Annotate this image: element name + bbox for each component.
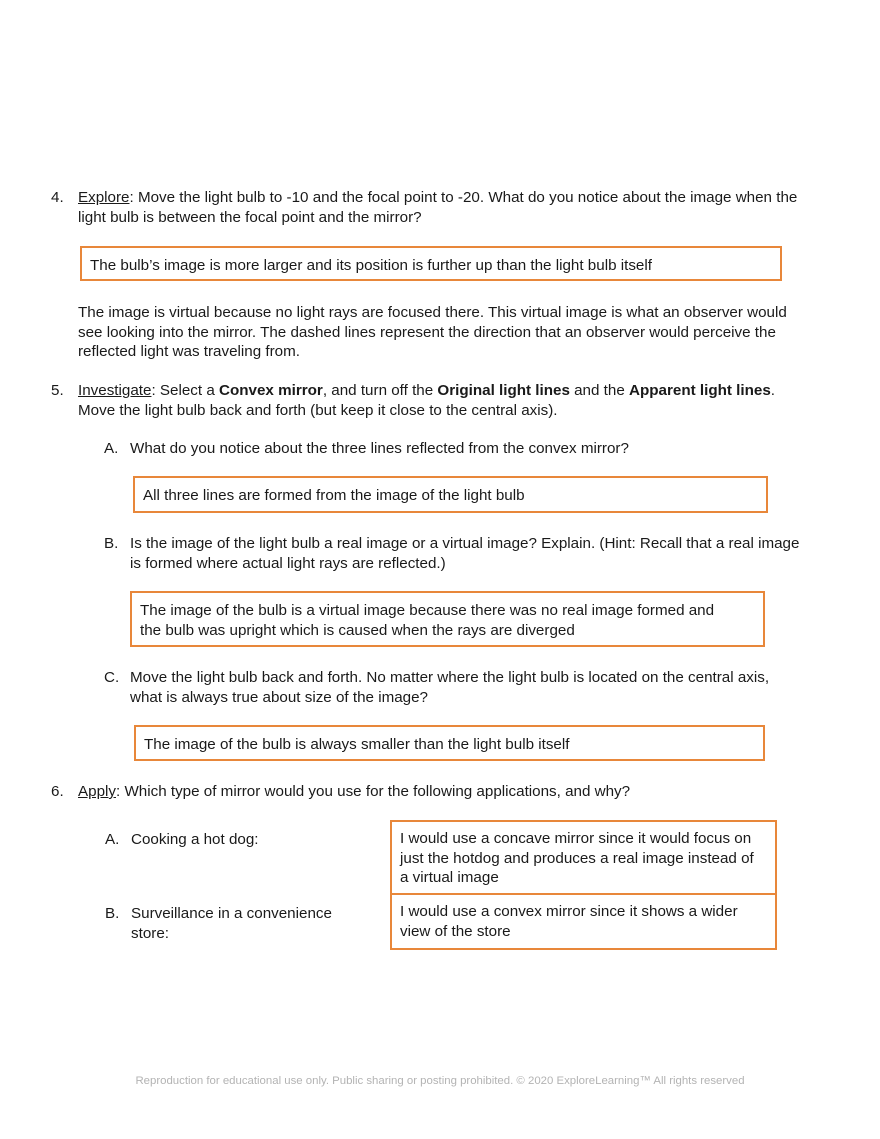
answer-text: the bulb was upright which is caused when the rays are diverged xyxy=(140,621,575,639)
question-text: : Move the light bulb to -10 and the focal point to -20. What do you notice about the image when the xyxy=(129,189,798,206)
answer-text: The bulb’s image is more larger and its position is further up than the light bulb itself xyxy=(90,257,652,274)
answer-box-q5c[interactable] xyxy=(134,725,765,761)
footer-copyright: Reproduction for educational use only. Public sharing or posting prohibited. © 2020 ExploreLearning™ All rights reserved xyxy=(135,1075,745,1087)
question-4-line-2: light bulb is between the focal point and the mirror? xyxy=(78,209,422,226)
label-text: Surveillance in a convenience xyxy=(131,905,332,922)
question-4-line-1 xyxy=(78,188,797,208)
explanation-line: The image is virtual because no light rays are focused there. This virtual image is what an observer would xyxy=(78,304,787,321)
question-5-line-1 xyxy=(78,381,775,401)
answer-text: All three lines are formed from the image of the light bulb xyxy=(143,487,525,504)
subquestion-letter: A. xyxy=(105,831,120,848)
question-label-apply: Apply xyxy=(78,783,116,800)
question-label-explore: Explore xyxy=(78,189,130,206)
bold-term: Convex mirror xyxy=(219,382,323,399)
question-text: : Which type of mirror would you use for the following applications, and why? xyxy=(116,783,631,800)
label-text: store: xyxy=(131,924,169,942)
subquestion-letter: B. xyxy=(105,905,120,922)
explanation-line: reflected light was traveling from. xyxy=(78,343,300,361)
question-text: what is always true about size of the image? xyxy=(130,688,429,706)
answer-box-q4[interactable] xyxy=(80,246,782,281)
question-text: and the xyxy=(569,382,630,399)
question-text: : Select a xyxy=(151,382,220,399)
subquestion-letter: B. xyxy=(104,535,119,552)
question-number: 6. xyxy=(51,783,64,800)
subquestion-letter: C. xyxy=(104,669,120,686)
bold-term: Apparent light lines xyxy=(629,382,771,399)
question-label-investigate: Investigate xyxy=(78,382,152,399)
subquestion-b-text xyxy=(130,534,799,573)
question-text: is formed where actual light rays are reflected.) xyxy=(130,554,446,572)
answer-text: I would use a convex mirror since it shows a wider xyxy=(400,903,738,920)
explanation-line: see looking into the mirror. The dashed lines represent the direction that an observer would perceive the xyxy=(78,323,776,341)
question-text: Move the light bulb back and forth. No matter where the light bulb is located on the central axis, xyxy=(130,669,770,686)
question-number: 5. xyxy=(51,382,64,399)
answer-box-q6b[interactable] xyxy=(390,893,777,950)
question-number: 4. xyxy=(51,189,64,206)
application-label-surveillance xyxy=(131,904,332,943)
answer-box-q5b[interactable] xyxy=(130,591,765,647)
subquestion-c-text xyxy=(130,668,769,707)
answer-text: The image of the bulb is always smaller than the light bulb itself xyxy=(144,736,570,753)
answer-text: a virtual image xyxy=(400,869,499,887)
question-text: . xyxy=(770,382,776,399)
question-text: , and turn off the xyxy=(322,382,438,399)
answer-text: I would use a concave mirror since it would focus on xyxy=(400,830,752,847)
answer-text: The image of the bulb is a virtual image because there was no real image formed and xyxy=(140,602,715,619)
explanation-paragraph xyxy=(78,303,787,362)
bold-term: Original light lines xyxy=(437,382,570,399)
answer-box-q5a[interactable] xyxy=(133,476,768,513)
answer-text: just the hotdog and produces a real image instead of xyxy=(400,849,754,867)
question-text: Is the image of the light bulb a real image or a virtual image? Explain. (Hint: Recall that a real image xyxy=(130,535,800,552)
answer-box-q6a[interactable] xyxy=(390,820,777,895)
question-5-line-2: Move the light bulb back and forth (but keep it close to the central axis). xyxy=(78,402,558,419)
application-label-hot-dog: Cooking a hot dog: xyxy=(131,831,259,848)
subquestion-a-text: What do you notice about the three lines reflected from the convex mirror? xyxy=(130,440,629,457)
subquestion-letter: A. xyxy=(104,440,119,457)
question-6-line-1 xyxy=(78,782,630,802)
answer-text: view of the store xyxy=(400,922,511,940)
